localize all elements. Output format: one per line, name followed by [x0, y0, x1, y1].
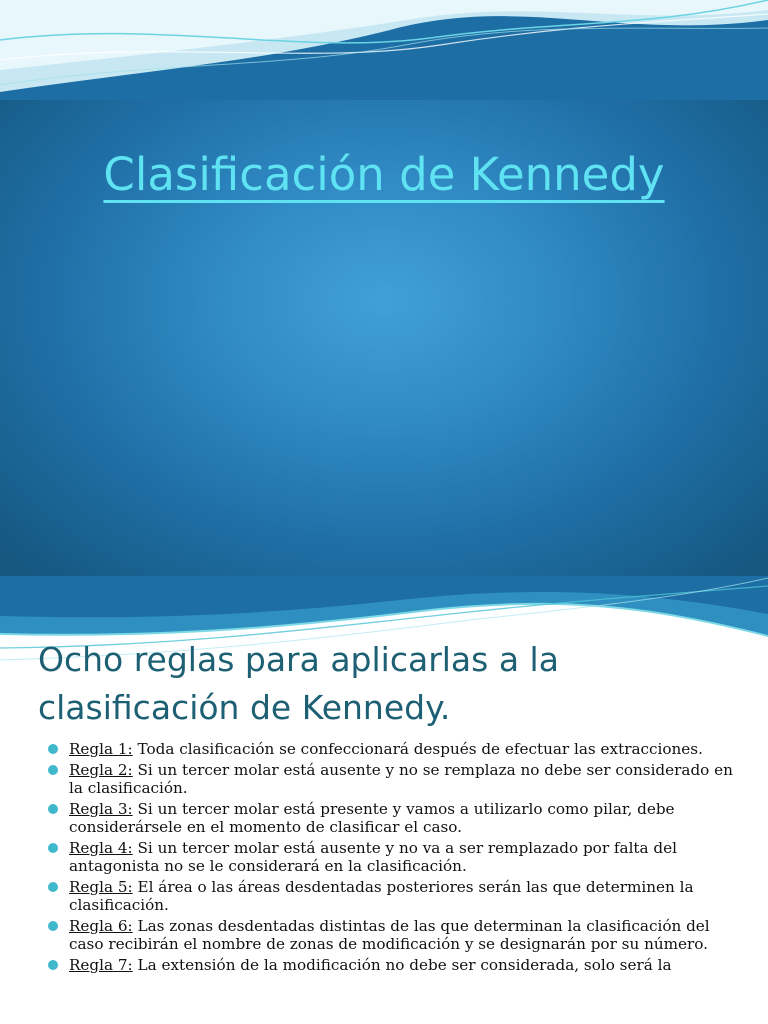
- rule-text: La extensión de la modificación no debe ser considerada, solo será la: [132, 956, 672, 974]
- list-item: [44, 878, 734, 914]
- rule-label: Regla 3:: [69, 800, 133, 818]
- rules-list: [44, 740, 734, 977]
- bullet-icon: [48, 882, 58, 892]
- rule-label: Regla 7:: [69, 956, 133, 974]
- rules-slide-heading: Ocho reglas para aplicarlas a la clasificación de Kennedy.: [38, 640, 559, 727]
- list-item: [44, 761, 734, 797]
- rule-text: Si un tercer molar está ausente y no se remplaza no debe ser considerado en la clasificación.: [69, 761, 733, 797]
- rule-text: Toda clasificación se confeccionará después de efectuar las extracciones.: [132, 740, 703, 758]
- title-slide-heading: Clasificación de Kennedy: [103, 148, 665, 201]
- rule-text: Las zonas desdentadas distintas de las que determinan la clasificación del caso recibirán el nombre de zonas de modificación y se designarán por su número.: [69, 917, 710, 953]
- rule-label: Regla 4:: [69, 839, 133, 857]
- rule-text: Si un tercer molar está presente y vamos a utilizarlo como pilar, debe considerársele en el momento de clasificar el caso.: [69, 800, 675, 836]
- rule-label: Regla 5:: [69, 878, 133, 896]
- rule-text: Si un tercer molar está ausente y no va a ser remplazado por falta del antagonista no se le considerará en la clasificación.: [69, 839, 677, 875]
- list-item: [44, 839, 734, 875]
- bullet-icon: [48, 744, 58, 754]
- bullet-icon: [48, 843, 58, 853]
- rule-label: Regla 2:: [69, 761, 133, 779]
- decorative-wave-header: [0, 0, 768, 100]
- rule-text: El área o las áreas desdentadas posteriores serán las que determinen la clasificación.: [69, 878, 694, 914]
- bullet-icon: [48, 804, 58, 814]
- rules-slide: [0, 576, 768, 1024]
- list-item: [44, 740, 734, 758]
- rule-label: Regla 1:: [69, 740, 133, 758]
- bullet-icon: [48, 921, 58, 931]
- list-item: [44, 917, 734, 953]
- rule-label: Regla 6:: [69, 917, 133, 935]
- bullet-icon: [48, 765, 58, 775]
- list-item: [44, 800, 734, 836]
- list-item: [44, 956, 734, 974]
- bullet-icon: [48, 960, 58, 970]
